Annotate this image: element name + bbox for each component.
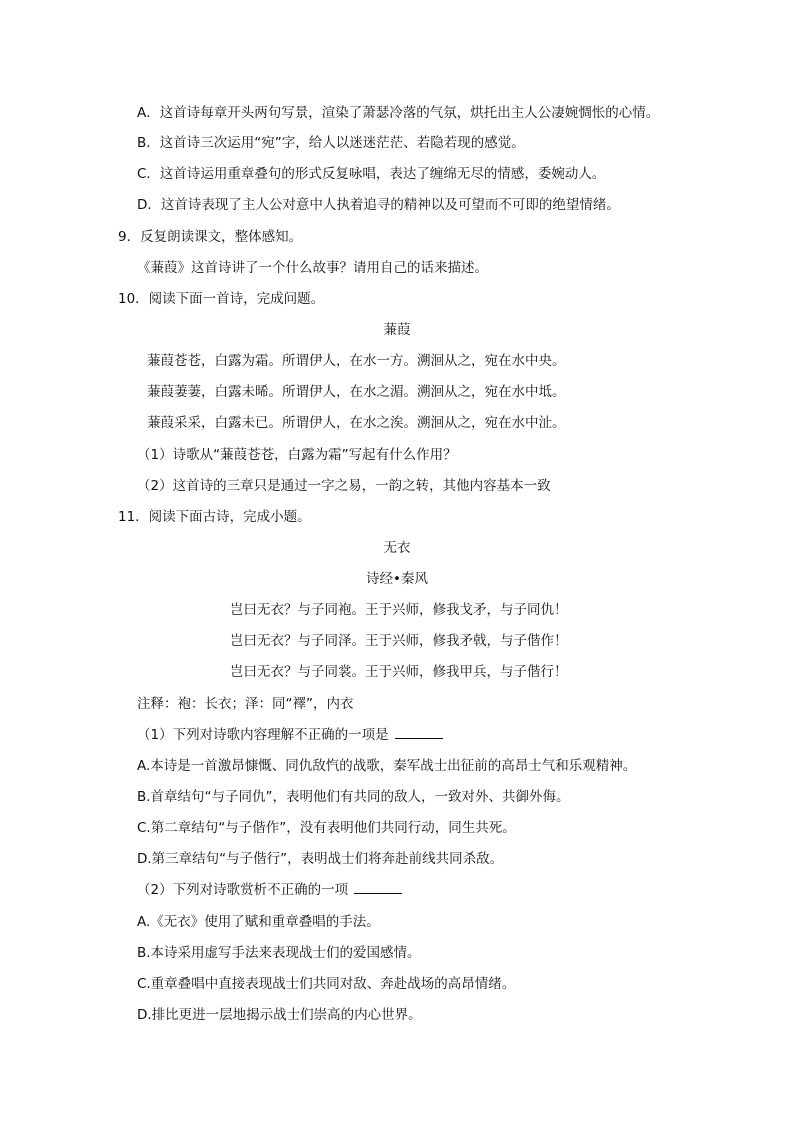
q8-option-b: B．这首诗三次运用“宛”字，给人以迷迷茫茫、若隐若现的感觉。 — [137, 135, 525, 151]
q11-poem-source: 诗经•秦风 — [366, 571, 428, 587]
q10-poem-line-2: 蒹葭萋萋，白露未晞。所谓伊人，在水之湄。溯洄从之，宛在水中坻。 — [147, 384, 566, 400]
q11-sub2-option-d: D.排比更进一层地揭示战士们崇高的内心世界。 — [137, 1007, 422, 1023]
q11-sub1-option-a: A.本诗是一首激昂慷慨、同仇敌忾的战歌，秦军战士出征前的高昂士气和乐观精神。 — [137, 758, 637, 774]
q11-sub2-option-c: C.重章叠唱中直接表现战士们共同对敌、奔赴战场的高昂情绪。 — [137, 976, 516, 992]
q11-poem-title: 无衣 — [383, 540, 411, 556]
q11-poem-line-3: 岂曰无衣？与子同裳。王于兴师，修我甲兵，与子偕行！ — [230, 664, 568, 680]
q11-sub1-option-b: B.首章结句“与子同仇”，表明他们有共同的敌人，一致对外、共御外侮。 — [137, 789, 570, 805]
q9-stem: 9．反复朗读课文，整体感知。 — [118, 229, 303, 245]
q8-option-a: A．这首诗每章开头两句写景，渲染了萧瑟冷落的气氛，烘托出主人公凄婉惆怅的心情。 — [137, 105, 660, 121]
q11-sub1-option-c: C.第二章结句“与子偕作”，没有表明他们共同行动，同生共死。 — [137, 820, 516, 836]
q11-sub2-stem: （2）下列对诗歌赏析不正确的一项 — [137, 882, 349, 898]
q10-poem-line-3: 蒹葭采采，白露未已。所谓伊人，在水之涘。溯洄从之，宛在水中沚。 — [147, 415, 566, 431]
answer-blank[interactable] — [395, 726, 443, 739]
q11-sub1-stem: （1）下列对诗歌内容理解不正确的一项是 — [137, 727, 389, 743]
q8-option-d: D．这首诗表现了主人公对意中人执着追寻的精神以及可望而不可即的绝望情绪。 — [137, 197, 620, 213]
q11-sub2-option-a: A.《无衣》使用了赋和重章叠唱的手法。 — [137, 914, 380, 930]
q10-poem-line-1: 蒹葭苍苍，白露为霜。所谓伊人，在水一方。溯洄从之，宛在水中央。 — [147, 353, 566, 369]
q8-option-c: C．这首诗运用重章叠句的形式反复咏唱，表达了缠绵无尽的情感，委婉动人。 — [137, 166, 606, 182]
q11-sub2-option-b: B.本诗采用虚写手法来表现战士们的爱国感情。 — [137, 945, 421, 961]
q10-stem: 10．阅读下面一首诗，完成问题。 — [118, 291, 325, 307]
q11-stem: 11．阅读下面古诗，完成小题。 — [118, 509, 311, 525]
q11-note: 注释：袍：长衣；泽：同“襗”，内衣 — [137, 696, 354, 712]
q9-prompt: 《蒹葭》这首诗讲了一个什么故事？请用自己的话来描述。 — [137, 260, 488, 276]
q11-sub1-option-d: D.第三章结句“与子偕行”，表明战士们将奔赴前线共同杀敌。 — [137, 851, 504, 867]
q11-poem-line-1: 岂曰无衣？与子同袍。王于兴师，修我戈矛，与子同仇！ — [230, 602, 568, 618]
q11-sub2-stem-line — [137, 881, 402, 899]
q11-sub1-stem-line — [137, 726, 443, 744]
answer-blank[interactable] — [354, 881, 402, 894]
q10-subquestion-1: （1）诗歌从“蒹葭苍苍，白露为霜”写起有什么作用？ — [137, 447, 457, 463]
q10-subquestion-2: （2）这首诗的三章只是通过一字之易，一韵之转，其他内容基本一致 — [137, 478, 551, 494]
q11-poem-line-2: 岂曰无衣？与子同泽。王于兴师，修我矛戟，与子偕作！ — [230, 633, 568, 649]
q10-poem-title: 蒹葭 — [383, 322, 411, 338]
